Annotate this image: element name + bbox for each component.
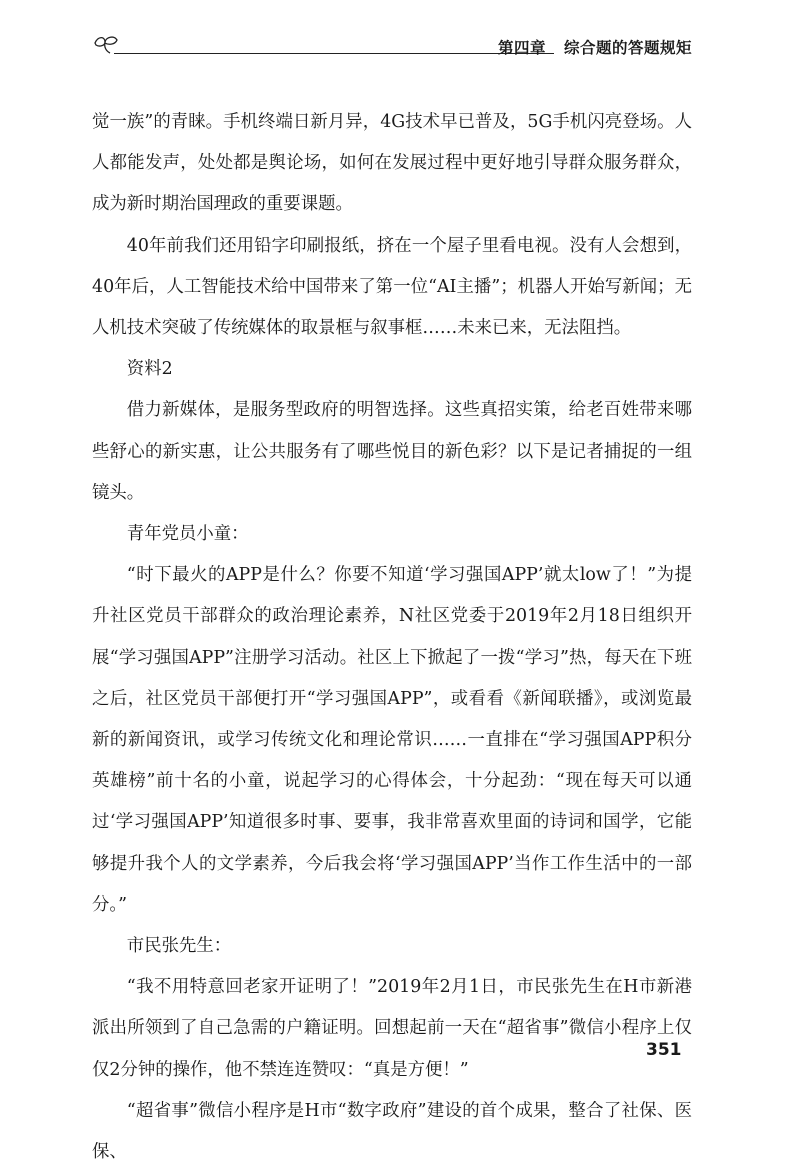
paragraph: 觉一族”的青睐。手机终端日新月异，4G技术早已普及，5G手机闪亮登场。人人都能发声，处处都是舆论场，如何在发展过程中更好地引导群众服务群众，成为新时期治国理政的重要课题。 (92, 112, 692, 215)
chapter-title (498, 36, 692, 58)
paragraph: “超省事”微信小程序是H市“数字政府”建设的首个成果，整合了社保、医保、 (92, 1100, 692, 1163)
paragraph: “我不用特意回老家开证明了！”2019年2月1日，市民张先生在H市新港派出所领到了自己急需的户籍证明。回想起前一天在“超省事”微信小程序上仅仅2分钟的操作，他不禁连连赞叹：“真是方便！” (92, 977, 692, 1080)
sprout-icon (92, 34, 122, 54)
subheading: 市民张先生： (126, 936, 232, 957)
running-header (92, 32, 720, 60)
header-rule (114, 53, 554, 54)
chapter-name: 综合题的答题规矩 (564, 39, 693, 57)
section-heading: 资料2 (126, 359, 173, 380)
paragraph: “时下最火的APP是什么？你要不知道‘学习强国APP’就太low了！”为提升社区党员干部群众的政治理论素养，N社区党委于2019年2月18日组织开展“学习强国APP”注册学习活动。社区上下掀起了一拨“学习”热，每天在下班之后，社区党员干部便打开“学习强国APP”，或看看《新闻联播》，或浏览最新的新闻资讯，或学习传统文化和理论常识……一直排在“学习强国APP积分英雄榜”前十名的小童，说起学习的心得体会，十分起劲：“现在每天可以通过‘学习强国APP’知道很多时事、要事，我非常喜欢里面的诗词和国学，它能够提升我个人的文学素养，今后我会将‘学习强国APP’当作工作生活中的一部分。” (92, 565, 692, 915)
subheading: 青年党员小童： (126, 524, 249, 545)
page-body (92, 102, 692, 1173)
paragraph: 借力新媒体，是服务型政府的明智选择。这些真招实策，给老百姓带来哪些舒心的新实惠，让公共服务有了哪些悦目的新色彩？以下是记者捕捉的一组镜头。 (92, 400, 692, 503)
page-number: 351 (646, 1040, 682, 1060)
paragraph: 40年前我们还用铅字印刷报纸，挤在一个屋子里看电视。没有人会想到，40年后，人工智能技术给中国带来了第一位“AI主播”；机器人开始写新闻；无人机技术突破了传统媒体的取景框与叙事框……未来已来，无法阻挡。 (92, 235, 692, 339)
chapter-number: 第四章 (498, 39, 547, 57)
